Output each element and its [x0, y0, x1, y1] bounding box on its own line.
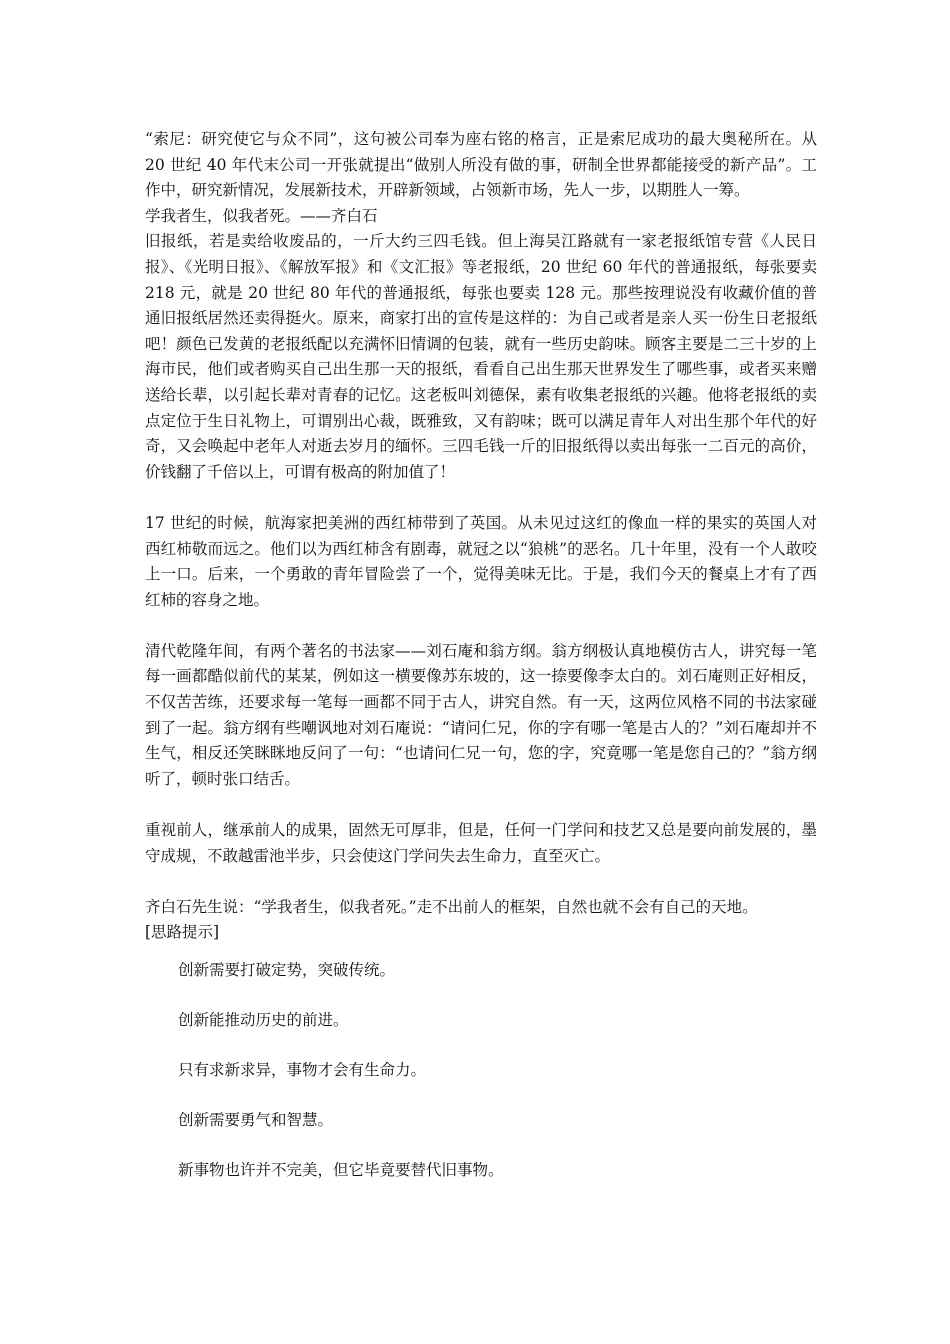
- tip-text: 创新能推动历史的前进。: [178, 1011, 349, 1029]
- quote-qi-baishi: 学我者生，似我者死。——齐白石: [145, 206, 378, 225]
- paragraph-sony: “索尼：研究使它与众不同”，这句被公司奉为座右铭的格言，正是索尼成功的最大奥秘所在。从 20 世纪 40 年代末公司一开张就提出“做别人所没有做的事，研制全世界都能接受的新产品”。工作中，研究新情况，发展新技术，开辟新领域，占领新市场，先人一步，以期胜人一筹。: [145, 130, 817, 200]
- paragraph-inheritance: 重视前人，继承前人的成果，固然无可厚非，但是，任何一门学问和技艺又总是要向前发展的，墨守成规，不敢越雷池半步，只会使这门学问失去生命力，直至灭亡。: [145, 821, 817, 865]
- document-body: [145, 127, 817, 1196]
- paragraph-tomato: 17 世纪的时候，航海家把美洲的西红柿带到了英国。从未见过这红的像血一样的果实的英国人对西红柿敬而远之。他们以为西红柿含有剧毒，就冠之以“狼桃”的恶名。几十年里，没有一个人敢咬上一口。后来，一个勇敢的青年冒险尝了一个，觉得美味无比。于是，我们今天的餐桌上才有了西红柿的容身之地。: [145, 513, 817, 609]
- tip-item: [145, 1096, 817, 1146]
- paragraph-spacer: [145, 869, 817, 895]
- tip-item: [145, 1046, 817, 1096]
- tip-text: 新事物也许并不完美，但它毕竟要替代旧事物。: [178, 1161, 504, 1179]
- paragraph-spacer: [145, 485, 817, 511]
- paragraph-conclusion: 齐白石先生说：“学我者生，似我者死。”走不出前人的框架，自然也就不会有自己的天地。: [145, 897, 758, 916]
- tip-text: 创新需要勇气和智慧。: [178, 1111, 334, 1129]
- paragraph-spacer: [145, 613, 817, 639]
- tip-text: 创新需要打破定势，突破传统。: [178, 961, 396, 979]
- tip-item: [145, 1146, 817, 1196]
- tip-item: [145, 946, 817, 996]
- paragraph-old-newspapers: 旧报纸，若是卖给收废品的，一斤大约三四毛钱。但上海吴江路就有一家老报纸馆专营《人民日报》、《光明日报》、《解放军报》和《文汇报》等老报纸，20 世纪 60 年代的普通报纸，每张要卖 218 元，就是 20 世纪 80 年代的普通报纸，每张也要卖 128 元。那些按理说没有收藏价值的普通旧报纸居然还卖得挺火。原来，商家打出的宣传是这样的：为自己或者是亲人买一份生日老报纸吧！颜色已发黄的老报纸配以充满怀旧情调的包装，就有一些历史韵味。顾客主要是二三十岁的上海市民，他们或者购买自己出生那一天的报纸，看看自己出生那天世界发生了哪些事，或者买来赠送给长辈，以引起长辈对青春的记忆。这老板叫刘德保，素有收集老报纸的兴趣。他将老报纸的卖点定位于生日礼物上，可谓别出心裁，既雅致，又有韵味；既可以满足青年人对出生那个年代的好奇，又会唤起中老年人对逝去岁月的缅怀。三四毛钱一斤的旧报纸得以卖出每张一二百元的高价，价钱翻了千倍以上，可谓有极高的附加值了！: [145, 232, 817, 481]
- tip-item: [145, 996, 817, 1046]
- paragraph-spacer: [145, 792, 817, 818]
- tips-heading: [思路提示]: [145, 923, 220, 942]
- tip-text: 只有求新求异，事物才会有生命力。: [178, 1061, 427, 1079]
- paragraph-calligraphers: 清代乾隆年间，有两个著名的书法家——刘石庵和翁方纲。翁方纲极认真地模仿古人，讲究每一笔每一画都酷似前代的某某，例如这一横要像苏东坡的，这一捺要像李太白的。刘石庵则正好相反，不仅苦苦练，还要求每一笔每一画都不同于古人，讲究自然。有一天，这两位风格不同的书法家碰到了一起。翁方纲有些嘲讽地对刘石庵说：“请问仁兄，你的字有哪一笔是古人的？”刘石庵却并不生气，相反还笑眯眯地反问了一句：“也请问仁兄一句，您的字，究竟哪一笔是您自己的？”翁方纲听了，顿时张口结舌。: [145, 641, 817, 788]
